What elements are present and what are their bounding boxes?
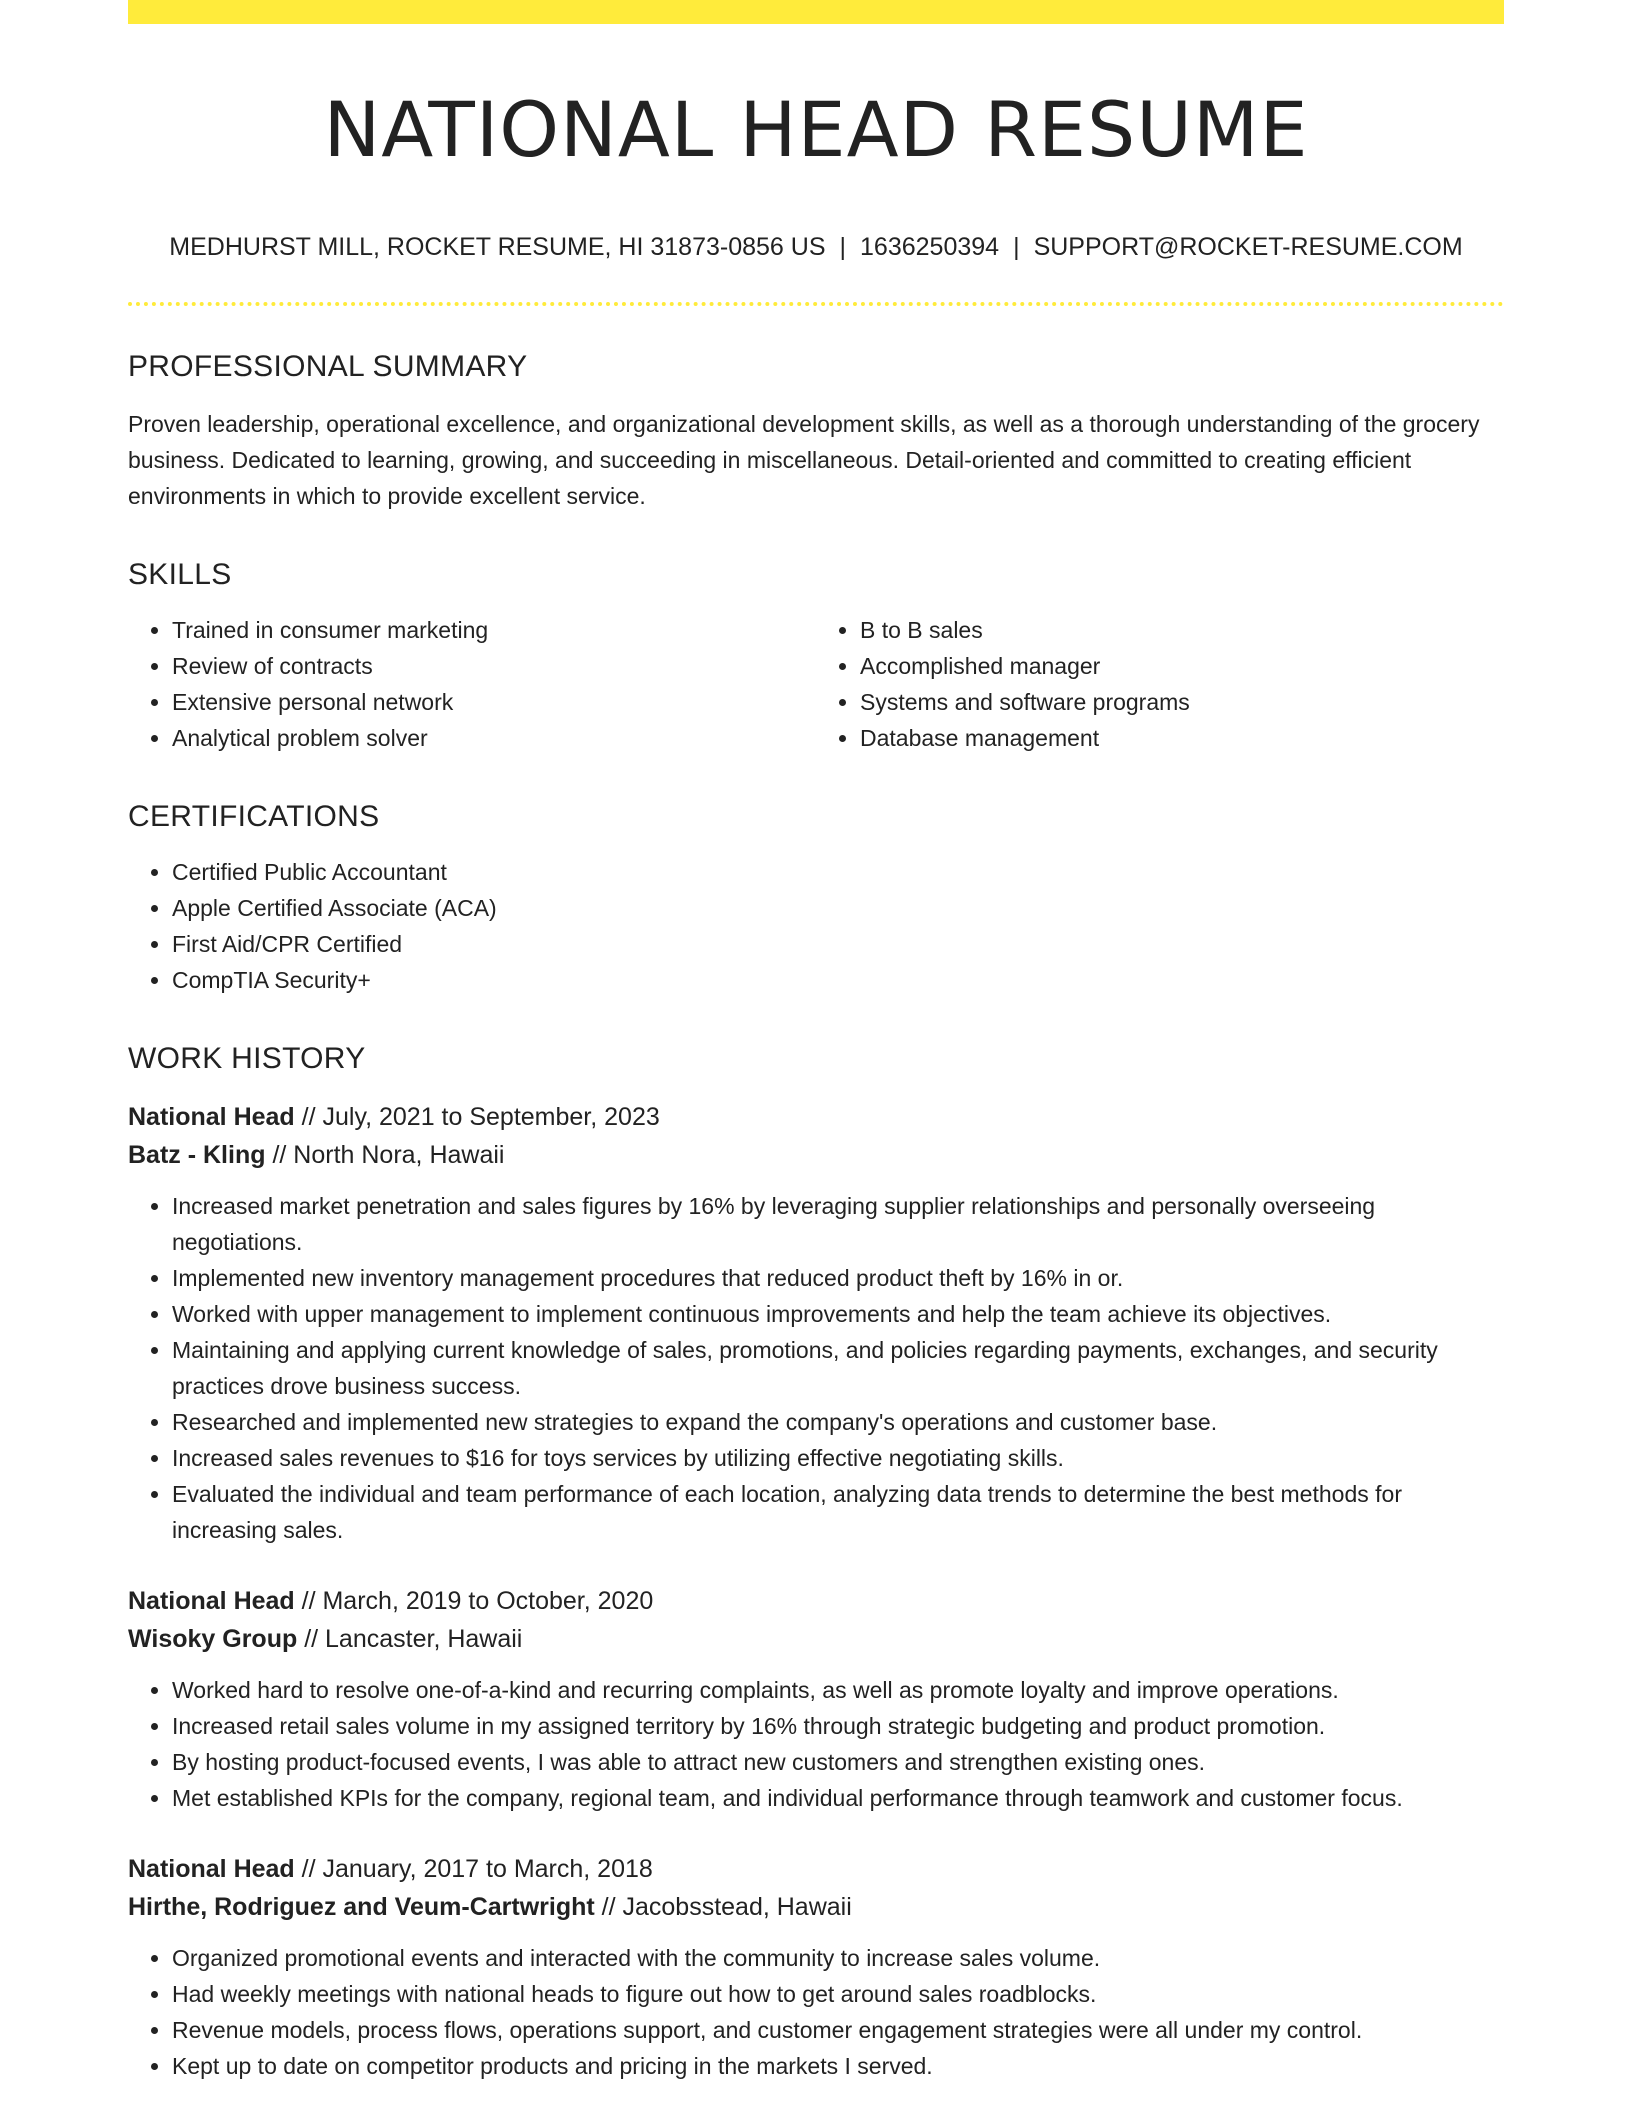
skills-heading: SKILLS [128,558,232,592]
job-bullets [128,1940,1504,2084]
job-bullet: • Kept up to date on competitor products and pricing in the markets I served. [172,2048,1504,2084]
job-dates: // January, 2017 to March, 2018 [294,1855,653,1884]
certifications-heading: CERTIFICATIONS [128,800,380,834]
contact-separator: | [1013,233,1020,262]
job-company-line [128,1136,1504,1174]
contact-email: SUPPORT@ROCKET-RESUME.COM [1033,233,1463,262]
job-role: National Head [128,1855,295,1884]
resume-title: NATIONAL HEAD RESUME [323,85,1309,174]
skill-item: • B to B sales [860,612,1504,648]
contact-address: MEDHURST MILL, ROCKET RESUME, HI 31873-0856 US [169,233,826,262]
job-bullet: • Maintaining and applying current knowledge of sales, promotions, and policies regarding payments, exchanges, and security practices drove business success. [172,1332,1504,1404]
job-bullet: • Increased market penetration and sales figures by 16% by leveraging supplier relationships and personally overseeing negotiations. [172,1188,1504,1260]
job-location: // Lancaster, Hawaii [297,1625,523,1654]
resume-page [128,0,1504,2084]
job-title-line [128,1582,1504,1620]
job-title-line [128,1098,1504,1136]
job-bullets [128,1188,1504,1548]
job-bullet: • Increased retail sales volume in my assigned territory by 16% through strategic budgeting and product promotion. [172,1708,1504,1744]
job-location: // Jacobsstead, Hawaii [594,1893,852,1922]
certification-item: • CompTIA Security+ [172,962,1504,998]
job-bullet: • Organized promotional events and interacted with the community to increase sales volume. [172,1940,1504,1976]
job-location: // North Nora, Hawaii [265,1141,505,1170]
certification-item: • First Aid/CPR Certified [172,926,1504,962]
job-company: Batz - Kling [128,1141,266,1170]
skills-column-left [128,612,816,756]
job-bullet: • Implemented new inventory management procedures that reduced product theft by 16% in or. [172,1260,1504,1296]
skills-column-right [816,612,1504,756]
certifications-list [128,854,1504,998]
summary-heading: PROFESSIONAL SUMMARY [128,350,528,384]
job-bullet: • Increased sales revenues to $16 for toys services by utilizing effective negotiating skills. [172,1440,1504,1476]
job-bullet: • Met established KPIs for the company, regional team, and individual performance through teamwork and customer focus. [172,1780,1504,1816]
job-role: National Head [128,1587,295,1616]
job-bullet: • By hosting product-focused events, I was able to attract new customers and strengthen existing ones. [172,1744,1504,1780]
skill-item: • Accomplished manager [860,648,1504,684]
job-company-line [128,1888,1504,1926]
job-entry [128,1582,1504,1816]
contact-separator: | [839,233,847,262]
job-company-line [128,1620,1504,1658]
skills-list [128,612,1504,756]
certification-item: • Certified Public Accountant [172,854,1504,890]
job-dates: // March, 2019 to October, 2020 [294,1587,654,1616]
job-role: National Head [128,1103,295,1132]
job-bullet: • Worked with upper management to implement continuous improvements and help the team achieve its objectives. [172,1296,1504,1332]
job-company: Hirthe, Rodriguez and Veum-Cartwright [128,1893,595,1922]
contact-line [128,233,1504,262]
skill-item: • Database management [860,720,1504,756]
accent-bar [128,0,1504,24]
skill-item: • Extensive personal network [172,684,816,720]
job-dates: // July, 2021 to September, 2023 [294,1103,660,1132]
job-bullets [128,1672,1504,1816]
job-bullet: • Had weekly meetings with national heads to figure out how to get around sales roadblocks. [172,1976,1504,2012]
job-entry [128,1098,1504,1548]
dotted-divider [128,302,1504,306]
job-bullet: • Researched and implemented new strategies to expand the company's operations and customer base. [172,1404,1504,1440]
skill-item: • Analytical problem solver [172,720,816,756]
skill-item: • Systems and software programs [860,684,1504,720]
skill-item: • Trained in consumer marketing [172,612,816,648]
job-title-line [128,1850,1504,1888]
job-bullet: • Revenue models, process flows, operations support, and customer engagement strategies were all under my control. [172,2012,1504,2048]
job-company: Wisoky Group [128,1625,298,1654]
contact-phone: 1636250394 [860,233,1000,262]
skill-item: • Review of contracts [172,648,816,684]
certification-item: • Apple Certified Associate (ACA) [172,890,1504,926]
work-history-heading: WORK HISTORY [128,1042,366,1076]
job-bullet: • Worked hard to resolve one-of-a-kind and recurring complaints, as well as promote loyalty and improve operations. [172,1672,1504,1708]
job-bullet: • Evaluated the individual and team performance of each location, analyzing data trends to determine the best methods for increasing sales. [172,1476,1504,1548]
job-entry [128,1850,1504,2084]
summary-text: Proven leadership, operational excellence, and organizational development skills, as well as a thorough understanding of the grocery business. Dedicated to learning, growing, and succeeding in miscellaneous. Detail-oriented and committed to creating efficient environments in which to provide excellent service. [128,411,1480,510]
